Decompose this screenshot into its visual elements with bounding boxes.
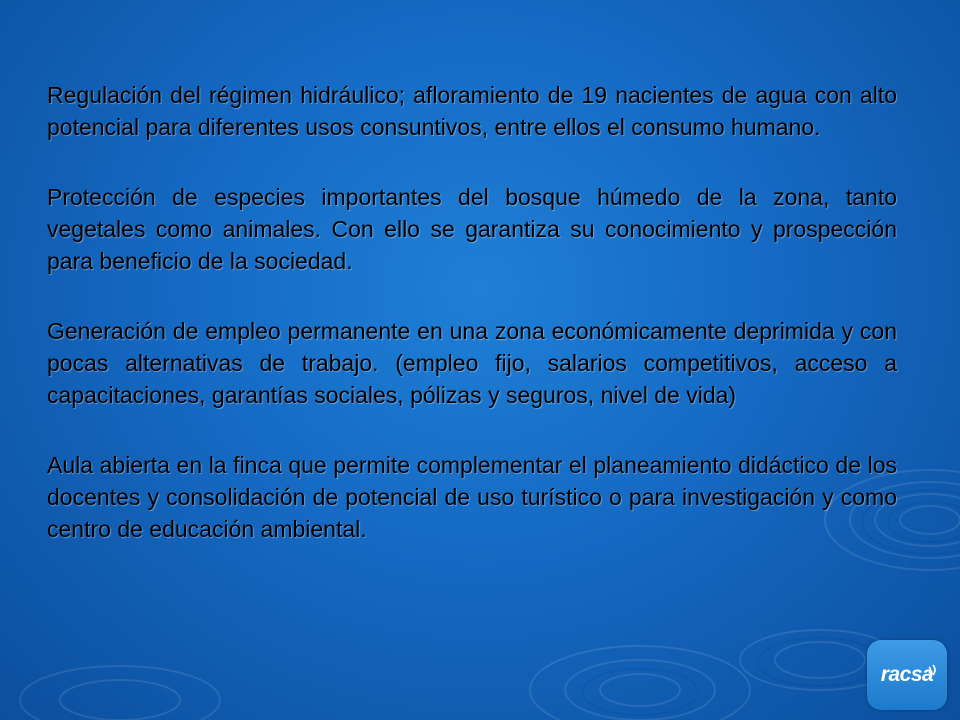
paragraph-regulacion: Regulación del régimen hidráulico; afloramiento de 19 nacientes de agua con alto potencial para diferentes usos consuntivos, entre ellos el consumo humano. [47,82,897,140]
signal-waves-icon [927,662,941,678]
paragraph-generacion: Generación de empleo permanente en una zona económicamente deprimida y con pocas alternativas de trabajo. (empleo fijo, salarios competitivos, acceso a capacitaciones, garantías sociales, pólizas y seguros, nivel de vida) [47,318,897,408]
paragraph-proteccion: Protección de especies importantes del bosque húmedo de la zona, tanto vegetales como animales. Con ello se garantiza su conocimiento y prospección para beneficio de la sociedad. [47,184,897,274]
paragraph-aula-abierta: Aula abierta en la finca que permite complementar el planeamiento didáctico de los docentes y consolidación de potencial de uso turístico o para investigación y como centro de educación ambiental. [47,452,897,542]
racsa-logo [867,640,947,710]
slide-content [47,79,897,583]
logo-text: racsa [880,663,934,686]
